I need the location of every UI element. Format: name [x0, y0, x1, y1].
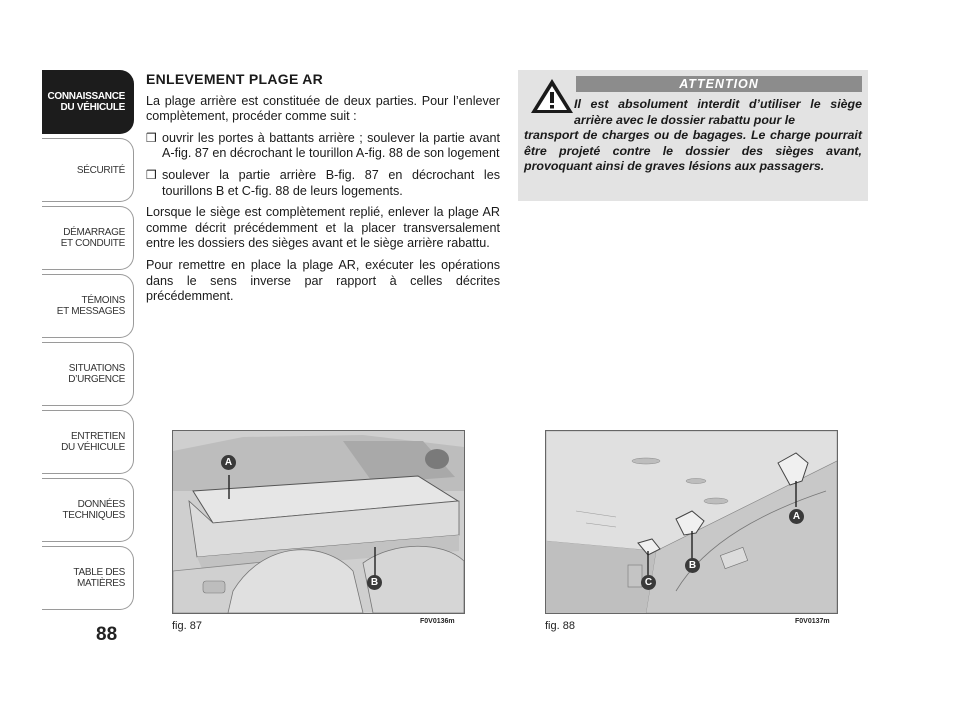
callout-c: C [641, 575, 656, 590]
tab-donnees-techniques[interactable]: DONNÉES TECHNIQUES [42, 478, 134, 542]
main-text-column [146, 72, 500, 311]
attention-text [524, 97, 862, 175]
tab-temoins-et-messages[interactable]: TÉMOINS ET MESSAGES [42, 274, 134, 338]
figure-87-caption: fig. 87 [172, 620, 202, 632]
attention-box [518, 70, 868, 201]
callout-b: B [685, 558, 700, 573]
list-item [146, 168, 500, 199]
rear-shelf-photo [173, 431, 464, 613]
figure-88-code: F0V0137m [795, 618, 830, 625]
section-title: ENLEVEMENT PLAGE AR [146, 71, 324, 87]
checkbox-bullet-icon: ❒ [146, 167, 157, 182]
folded-seat-paragraph: Lorsque le siège est complètement replié, enlever la plage AR comme décrit précédemment et la placer transversalement entre les dossiers des sièges avant et le siège arrière rabattu. [146, 205, 500, 251]
tab-table-des-matieres[interactable]: TABLE DES MATIÈRES [42, 546, 134, 610]
callout-a: A [789, 509, 804, 524]
reinstall-paragraph: Pour remettre en place la plage AR, exécuter les opérations dans le sens inverse par rapport à celles décrites précédemment. [146, 257, 500, 304]
attention-heading: ATTENTION [576, 76, 862, 92]
callout-b: B [367, 575, 382, 590]
tab-securite[interactable]: SÉCURITÉ [42, 138, 134, 202]
figure-87-code: F0V0136m [420, 618, 455, 625]
figure-88-illustration [545, 430, 838, 614]
figure-87-illustration [172, 430, 465, 614]
tab-connaissance-du-vehicule[interactable]: CONNAISSANCE DU VÉHICULE [42, 70, 134, 134]
checkbox-bullet-icon: ❒ [146, 130, 157, 145]
attention-text-first: Il est absolument interdit d’utiliser le siège arrière avec le dossier rabattu pour le [574, 97, 862, 127]
page-number: 88 [96, 624, 118, 645]
figure-88-caption: fig. 88 [545, 620, 575, 632]
bullet-text: soulever la partie arrière B-fig. 87 en décrochant les tourillons B et C-fig. 88 de leurs logements. [162, 167, 500, 198]
tab-entretien-du-vehicule[interactable]: ENTRETIEN DU VÉHICULE [42, 410, 134, 474]
callout-a: A [221, 455, 236, 470]
intro-paragraph: La plage arrière est constituée de deux parties. Pour l’enlever complètement, procéder comme suit : [146, 93, 500, 124]
tab-situations-d-urgence[interactable]: SITUATIONS D’URGENCE [42, 342, 134, 406]
list-item [146, 131, 500, 162]
bullet-text: ouvrir les portes à battants arrière ; soulever la partie avant A-fig. 87 en décrochant le tourillon A-fig. 88 de son logement [162, 130, 500, 161]
tab-demarrage-et-conduite[interactable]: DÉMARRAGE ET CONDUITE [42, 206, 134, 270]
attention-text-rest: transport de charges ou de bagages. Le charge pourrait être projeté contre le dossier des sièges avant, provoquant ainsi de graves lésions aux passagers. [524, 128, 862, 174]
